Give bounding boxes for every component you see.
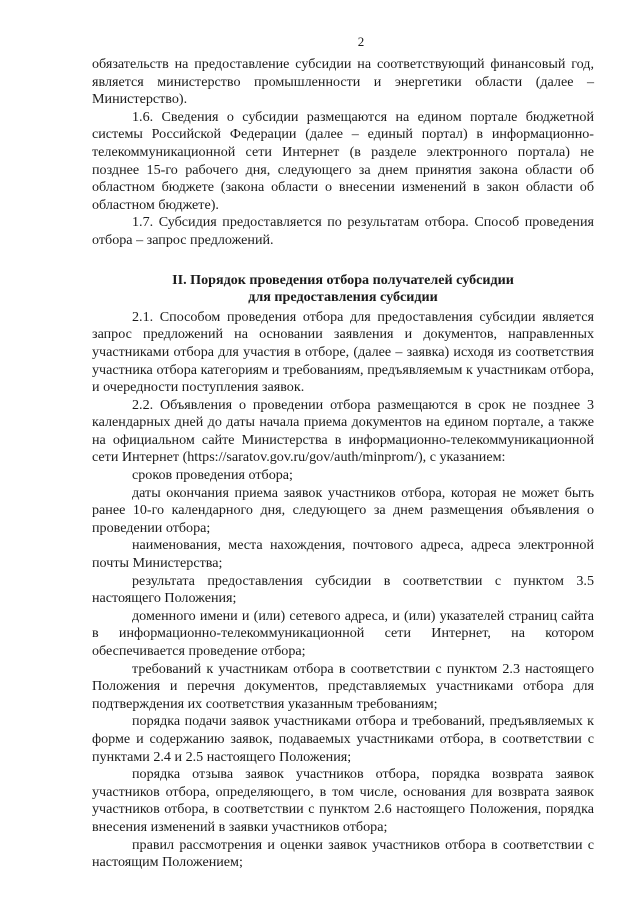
paragraph: 1.6. Сведения о субсидии размещаются на едином портале бюджетной системы Российской Федерации (далее – единый портал) в информационно-телекоммуникационной сети Интернет (в разделе электронного портала) не позднее 15-го рабочего дня, следующего за днем принятия закона области об областном бюджете (закона области о внесении изменений в закон области об областном бюджете). <box>92 108 594 213</box>
list-item: порядка подачи заявок участниками отбора и требований, предъявляемых к форме и содержанию заявок, подаваемых участниками отбора, в соответствии с пунктами 2.4 и 2.5 настоящего Положения; <box>92 713 594 765</box>
paragraph: 2.1. Способом проведения отбора для предоставления субсидии является запрос предложений на основании заявления и документов, направленных участниками отбора для участия в отборе, (далее – заявка) исходя из соответствия участника отбора категориям и требованиям, предъявляемым к участникам отбора, и очередности поступления заявок. <box>92 308 594 396</box>
section-heading <box>92 272 594 307</box>
list-item: правил рассмотрения и оценки заявок участников отбора в соответствии с настоящим Положением; <box>92 836 594 871</box>
paragraph: обязательств на предоставление субсидии на соответствующий финансовый год, является министерство промышленности и энергетики области (далее – Министерство). <box>92 56 594 108</box>
list-item: сроков проведения отбора; <box>132 467 293 484</box>
list-item: наименования, места нахождения, почтового адреса, адреса электронной почты Министерства; <box>92 537 594 572</box>
paragraphs-after-section <box>92 309 594 872</box>
section-heading-line: для предоставления субсидии <box>248 289 438 306</box>
list-item: доменного имени и (или) сетевого адреса, и (или) указателей страниц сайта в информационно-телекоммуникационной сети Интернет, на котором обеспечивается проведение отбора; <box>92 607 594 659</box>
page-number: 2 <box>357 34 365 49</box>
list-item: даты окончания приема заявок участников отбора, которая не может быть ранее 10-го календарного дня, следующего за днем размещения объявления о проведении отбора; <box>92 484 594 536</box>
list-item: порядка отзыва заявок участников отбора, порядка возврата заявок участников отбора, определяющего, в том числе, основания для возврата заявок участников отбора, в соответствии с пунктом 2.6 настоящего Положения, порядка внесения изменений в заявки участников отбора; <box>92 766 594 835</box>
document-body <box>92 56 594 872</box>
list-item: результата предоставления субсидии в соответствии с пунктом 3.5 настоящего Положения; <box>92 572 594 607</box>
paragraph: 2.2. Объявления о проведении отбора размещаются в срок не позднее 3 календарных дней до даты начала приема документов на едином портале, а также на официальном сайте Министерства в информационно-телекоммуникационной сети Интернет (https://saratov.gov.ru/gov/auth/minprom/), с указанием: <box>92 396 594 466</box>
section-heading-line: II. Порядок проведения отбора получателей субсидии <box>172 271 514 288</box>
paragraph: 1.7. Субсидия предоставляется по результатам отбора. Способ проведения отбора – запрос предложений. <box>92 214 594 248</box>
paragraphs-before-section <box>92 56 594 250</box>
list-item: требований к участникам отбора в соответствии с пунктом 2.3 настоящего Положения и перечня документов, представляемых участниками отбора для подтверждения их соответствия указанным требованиям; <box>92 660 594 712</box>
